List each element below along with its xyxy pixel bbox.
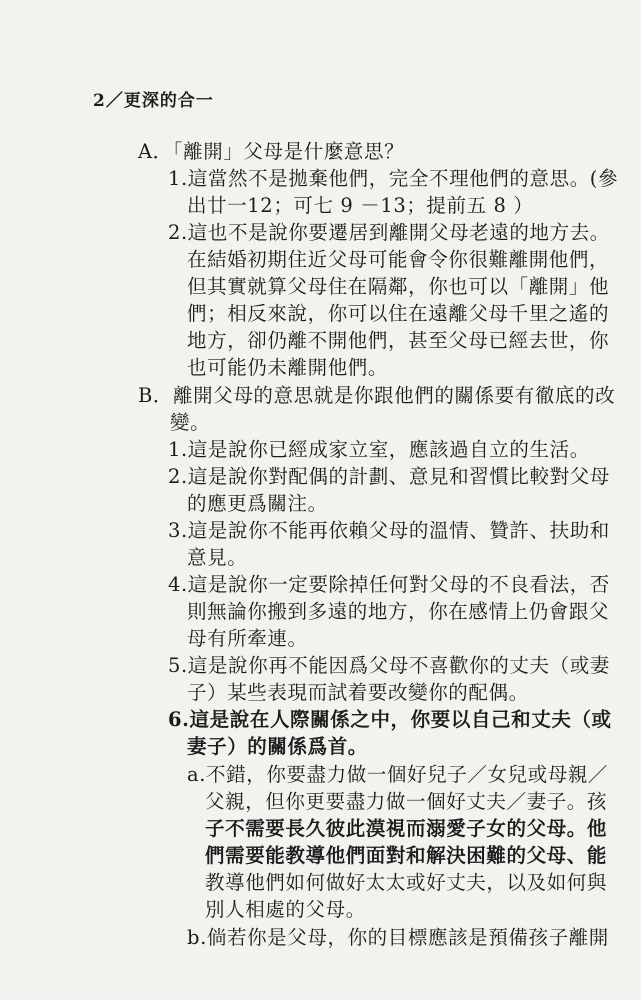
item-a2-line5: 地方，卻仍離不開他們，甚至父母已經去世，你: [187, 329, 610, 352]
item-a2-line4: 們；相反來說，你可以住在遠離父母千里之遙的: [187, 302, 610, 325]
section-b-heading-line2: 變。: [170, 411, 211, 434]
section-b-heading-line1: B．離開父母的意思就是你跟他們的關係要有徹底的改: [138, 384, 616, 407]
item-b6a-line2: 父親，但你更要盡力做一個好丈夫／妻子。孩: [205, 790, 608, 813]
item-b6a-line4: 們需要能教導他們面對和解決困難的父母、能: [205, 844, 608, 867]
page-header: 2／更深的合一: [93, 91, 214, 111]
item-b2-line1: 2.這是說你對配偶的計劃、意見和習慣比較對父母: [168, 465, 610, 488]
item-b6a-line6: 別人相處的父母。: [205, 898, 366, 921]
item-a1-line2: 出廿一12；可七 9 －13；提前五 8 ）: [187, 194, 534, 217]
item-a1-line1: 1.這當然不是拋棄他們，完全不理他們的意思。(參: [168, 167, 619, 190]
item-b6a-line3: 子不需要長久彼此漠視而溺愛子女的父母。他: [205, 817, 608, 840]
item-b6a-line5: 教導他們如何做好太太或好丈夫，以及如何與: [205, 871, 608, 894]
section-a-heading: A．「離開」父母是什麼意思？: [138, 140, 405, 163]
item-a2-line1: 2.這也不是說你要遷居到離開父母老遠的地方去。: [168, 221, 610, 244]
item-b4-line1: 4.這是說你一定要除掉任何對父母的不良看法，否: [168, 573, 610, 596]
item-a2-line3: 但其實就算父母住在隔鄰，你也可以「離開」他: [187, 275, 610, 298]
item-b6a-line1: a.不錯，你要盡力做一個好兒子／女兒或母親／: [187, 763, 609, 786]
item-a2-line6: 也可能仍未離開他們。: [187, 356, 389, 379]
item-b3-line1: 3.這是說你不能再依賴父母的溫情、贊許、扶助和: [168, 519, 610, 542]
item-b6-line2: 妻子）的關係爲首。: [187, 735, 368, 758]
item-b3-line2: 意見。: [187, 546, 248, 569]
item-b5-line2: 子）某些表現而試着要改變你的配偶。: [187, 681, 529, 704]
item-b6b-line1: b.倘若你是父母，你的目標應該是預備孩子離開: [187, 926, 609, 949]
item-b4-line3: 母有所牽連。: [187, 627, 308, 650]
item-b2-line2: 的應更爲關注。: [187, 492, 328, 515]
item-b1-line1: 1.這是說你已經成家立室，應該過自立的生活。: [168, 438, 590, 461]
item-b4-line2: 則無論你搬到多遠的地方，你在感情上仍會跟父: [187, 600, 610, 623]
item-b5-line1: 5.這是說你再不能因爲父母不喜歡你的丈夫（或妻: [168, 654, 610, 677]
item-a2-line2: 在結婚初期住近父母可能會令你很難離開他們，: [187, 248, 610, 271]
item-b6-line1: 6.這是說在人際關係之中，你要以自己和丈夫（或: [168, 708, 612, 731]
